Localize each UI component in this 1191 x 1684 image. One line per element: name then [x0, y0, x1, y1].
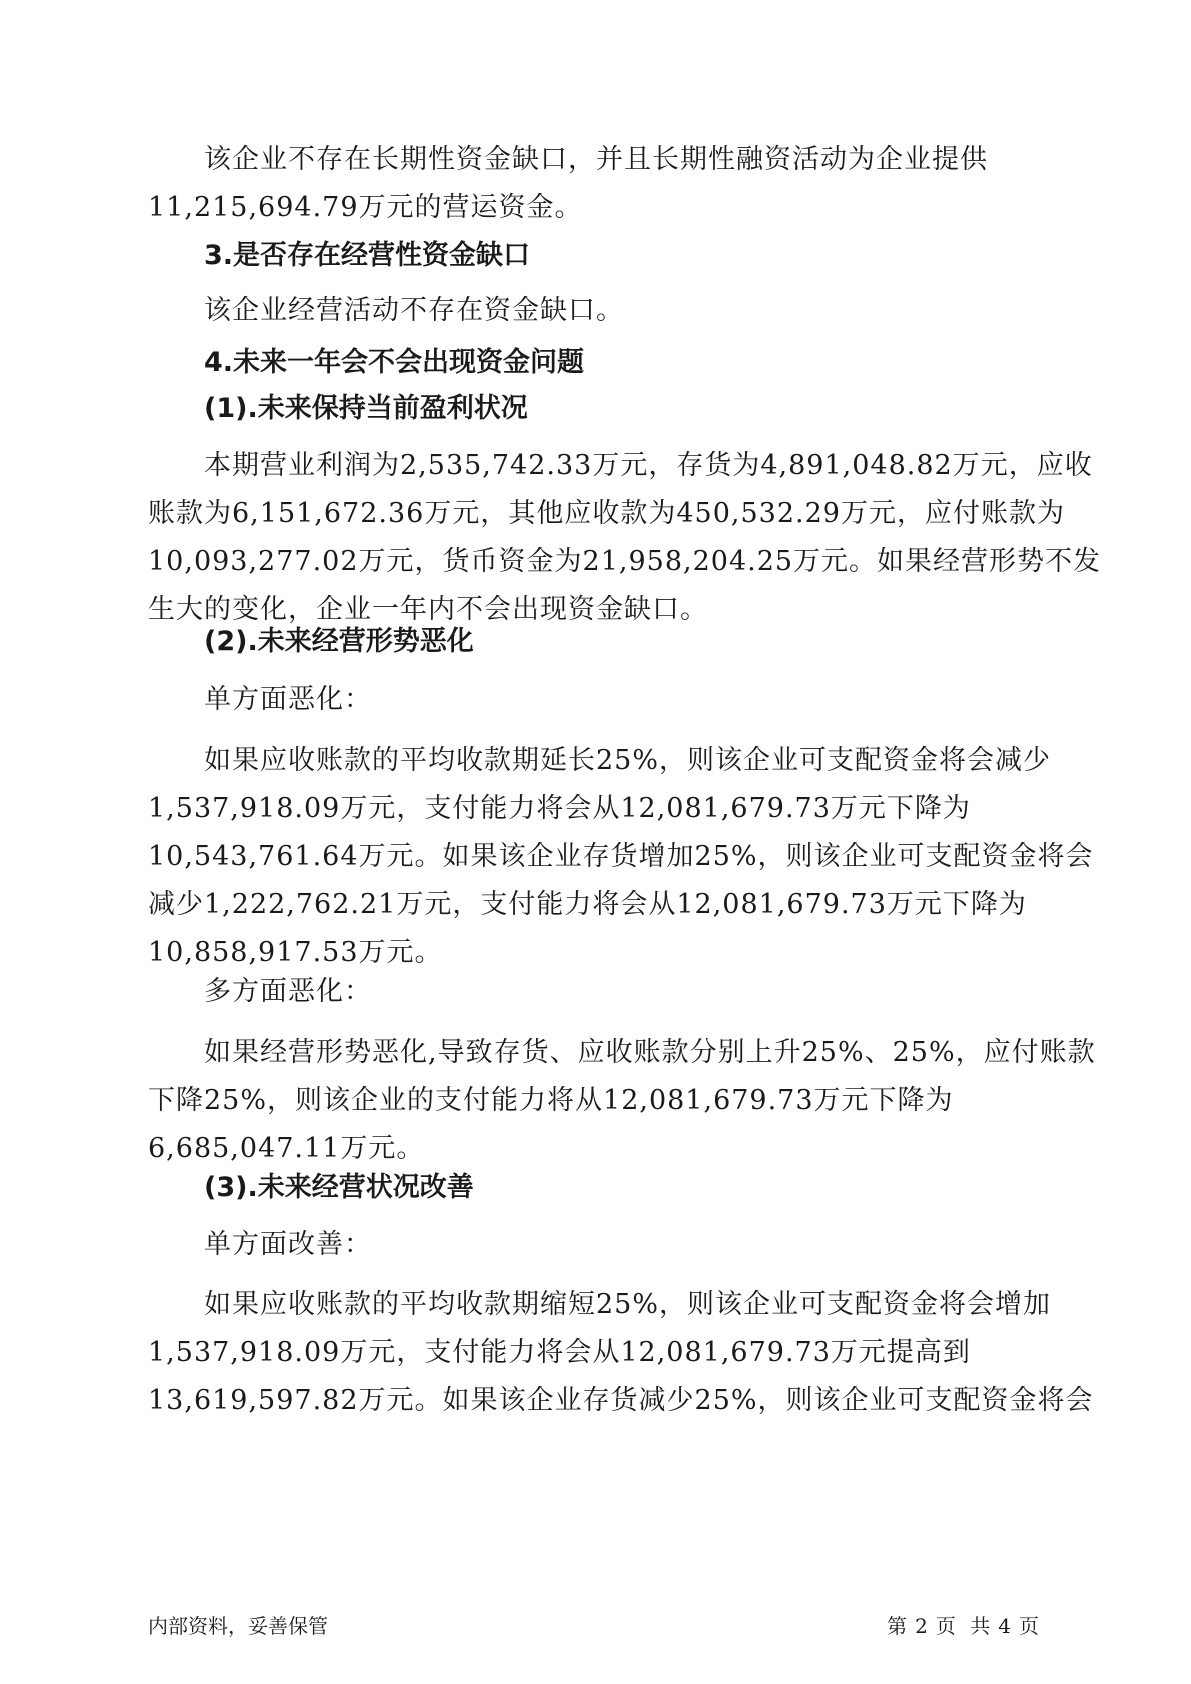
text-line: 单方面恶化： [204, 684, 372, 715]
text-line: 13,619,597.82万元。如果该企业存货减少25%，则该企业可支配资金将会 [148, 1385, 1094, 1416]
text-line: 如果应收账款的平均收款期缩短25%，则该企业可支配资金将会增加 [204, 1289, 1052, 1320]
text-line: 该企业不存在长期性资金缺口，并且长期性融资活动为企业提供 [204, 144, 988, 175]
footer-confidential-note: 内部资料，妥善保管 [148, 1614, 328, 1638]
heading-operating-gap: 3.是否存在经营性资金缺口 [204, 240, 531, 271]
page-current: 2 [915, 1614, 928, 1638]
heading-improvement: (3).未来经营状况改善 [204, 1172, 474, 1203]
text-line: 如果应收账款的平均收款期延长25%，则该企业可支配资金将会减少 [204, 745, 1052, 776]
heading-deterioration: (2).未来经营形势恶化 [204, 626, 474, 657]
page-suffix: 页 [935, 1614, 956, 1638]
page-prefix: 第 [887, 1614, 908, 1638]
paragraph-single-improvement-label [148, 1221, 1048, 1269]
footer-page-number [883, 1612, 1043, 1640]
paragraph-multi-deterioration [148, 1029, 1096, 1173]
paragraph-operating-gap [148, 287, 1048, 335]
text-line: 单方面改善： [204, 1229, 372, 1260]
paragraph-long-term-funding [148, 136, 1048, 232]
page-total: 4 [998, 1614, 1011, 1638]
paragraph-single-deterioration [148, 737, 1094, 977]
paragraph-multi-deterioration-label [148, 968, 1048, 1016]
text-line: 1,537,918.09万元，支付能力将会从12,081,679.73万元提高到 [148, 1337, 971, 1368]
text-line: 该企业经营活动不存在资金缺口。 [204, 295, 624, 326]
text-line: 11,215,694.79万元的营运资金。 [148, 192, 583, 223]
text-line: 减少1,222,762.21万元，支付能力将会从12,081,679.73万元下降为 [148, 889, 1027, 920]
heading-keep-profit: (1).未来保持当前盈利状况 [204, 393, 528, 424]
heading-next-year: 4.未来一年会不会出现资金问题 [204, 347, 585, 378]
paragraph-current-status [148, 442, 1102, 634]
text-line: 10,093,277.02万元，货币资金为21,958,204.25万元。如果经营形势不发 [148, 546, 1102, 577]
total-suffix: 页 [1019, 1614, 1039, 1638]
text-line: 本期营业利润为2,535,742.33万元，存货为4,891,048.82万元，应收 [204, 450, 1093, 481]
paragraph-single-improvement [148, 1281, 1094, 1425]
text-line: 1,537,918.09万元，支付能力将会从12,081,679.73万元下降为 [148, 793, 971, 824]
text-line: 下降25%，则该企业的支付能力将从12,081,679.73万元下降为 [148, 1085, 954, 1116]
text-line: 多方面恶化： [204, 976, 372, 1007]
paragraph-single-deterioration-label [148, 676, 1048, 724]
text-line: 10,858,917.53万元。 [148, 937, 443, 968]
text-line: 6,685,047.11万元。 [148, 1133, 425, 1164]
text-line: 账款为6,151,672.36万元，其他应收款为450,532.29万元，应付账款为 [148, 498, 1065, 529]
text-line: 生大的变化，企业一年内不会出现资金缺口。 [148, 594, 708, 625]
text-line: 10,543,761.64万元。如果该企业存货增加25%，则该企业可支配资金将会 [148, 841, 1094, 872]
total-prefix: 共 [970, 1614, 991, 1638]
text-line: 如果经营形势恶化,导致存货、应收账款分别上升25%、25%，应付账款 [204, 1037, 1096, 1068]
